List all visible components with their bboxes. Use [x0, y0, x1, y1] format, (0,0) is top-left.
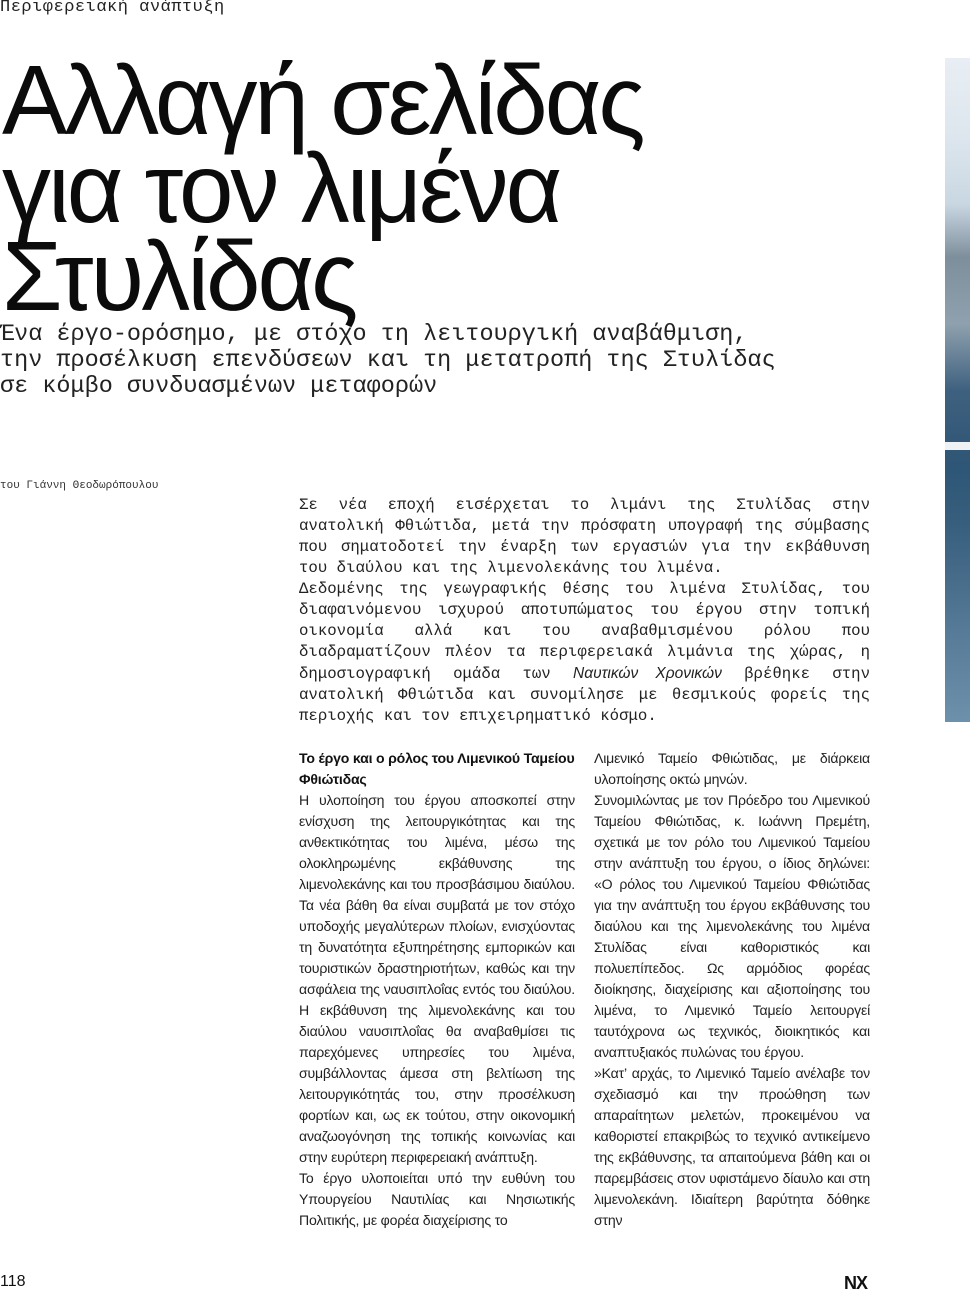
body-paragraph: Λιμενικό Ταμείο Φθιώτιδας, με διάρκεια υλοποίησης οκτώ μηνών.	[594, 750, 870, 787]
body-column-right	[594, 748, 870, 1231]
body-paragraph: »Κατ’ αρχάς, το Λιμενικό Ταμείο ανέλαβε τον σχεδιασμό και την προώθηση των απαραίτητων μελετών, προκειμένου να καθοριστεί επακριβώς το τεχνικό αντικείμενο της εκβάθυνσης, τα απαιτούμενα βάθη και οι παρεμβάσεις στον υφιστάμενο δίαυλο και στη λιμενολεκάνη. Ιδιαίτερη βαρύτητα δόθηκε στην	[594, 1065, 870, 1228]
lede-paragraph	[299, 579, 870, 727]
harbor-photo	[945, 58, 970, 722]
body-paragraph: Το έργο υλοποιείται υπό την ευθύνη του Υπουργείου Ναυτιλίας και Νησιωτικής Πολιτικής, με φορέα διαχείρισης το	[299, 1170, 575, 1228]
body-paragraph: Η υλοποίηση του έργου αποσκοπεί στην ενίσχυση της λειτουργικότητας και της ανθεκτικότητας του λιμένα, μέσω της ολοκληρωμένης εκβάθυνσης της λιμενολεκάνης και του προσβάσιμου διαύλου. Τα νέα βάθη θα είναι συμβατά με τον στόχο υποδοχής μεγαλύτερων πλοίων, ενισχύοντας τη δυνατότητα εξυπηρέτησης εμπορικών και τουριστικών δραστηριοτήτων, καθώς και την ασφάλεια της ναυσιπλοΐας εντός του διαύλου. Η εκβάθυνση της λιμενολεκάνης και του διαύλου ναυσιπλοΐας θα αναβαθμίσει τις παρεχόμενες υπηρεσίες του λιμένα, συμβάλλοντας άμεσα στη βελτίωση της λειτουργικότητάς του, στην προσέλκυση φορτίων και, ως εκ τούτου, στην οικονομική αναζωογόνηση της τοπικής κοινωνίας και στην ευρύτερη περιφερειακή ανάπτυξη.	[299, 792, 575, 1165]
lede-paragraph: Σε νέα εποχή εισέρχεται το λιμάνι της Στυλίδας στην ανατολική Φθιώτιδα, μετά την πρόσφατη υπογραφή της σύμβασης που σηματοδοτεί την έναρξη των εργασιών για την εκβάθυνση του διαύλου και της λιμενολεκάνης του λιμένα.	[299, 496, 870, 577]
headline-line: για τον λιμένα	[2, 133, 560, 243]
magazine-logo: NX	[844, 1273, 868, 1293]
subtitle-line: την προσέλκυση επενδύσεων και τη μετατροπή της Στυλίδας	[0, 347, 776, 374]
section-label: Περιφερειακή ανάπτυξη	[0, 0, 225, 17]
publication-name: Ναυτικών Χρονικών	[573, 665, 722, 682]
lede-text: βρέθηκε στην ανατολική Φθιώτιδα και συνομίλησε με θεσμικούς φορείς της περιοχής και τον επιχειρηματικό κόσμο.	[299, 665, 870, 725]
lede-text: Δεδομένης της γεωγραφικής θέσης του λιμένα Στυλίδας, του διαφαινόμενου ισχυρού αποτυπώματος του έργου στην τοπική οικονομία αλλά και του αναβαθμισμένου ρόλου που διαδραματίζουν πλέον τα περιφερειακά λιμάνια της χώρας, η δημοσιογραφική ομάδα των	[299, 580, 870, 683]
subtitle-line: Ένα έργο-ορόσημο, με στόχο τη λειτουργική αναβάθμιση,	[0, 321, 748, 348]
body-column-left	[299, 748, 575, 1231]
page-number: 118	[0, 1273, 26, 1290]
lede	[299, 495, 870, 727]
headline	[2, 45, 643, 331]
body-paragraph: Συνομιλώντας με τον Πρόεδρο του Λιμενικού Ταμείου Φθιώτιδας, κ. Ιωάννη Πρεμέτη, σχετικά με τον ρόλο του Λιμενικού Ταμείου στην ανάπτυξη του έργου, ο ίδιος δηλώνει: «Ο ρόλος του Λιμενικού Ταμείου Φθιώτιδας για την ανάπτυξη του έργου εκβάθυνσης του διαύλου και της λιμενολεκάνης του λιμένα Στυλίδας είναι καθοριστικός και πολυεπίπεδος. Ως αρμόδιος φορέας διοίκησης, διαχείρισης και αξιοποίησης του λιμένα, το Λιμενικό Ταμείο λειτουργεί ταυτόχρονα ως τεχνικός, διοικητικός και αναπτυξιακός πυλώνας του έργου.	[594, 792, 870, 1060]
headline-line: Στυλίδας	[2, 221, 356, 331]
byline: του Γιάννη Θεοδωρόπουλου	[0, 480, 159, 492]
subtitle	[0, 322, 776, 400]
section-subhead: Το έργο και ο ρόλος του Λιμενικού Ταμείου Φθιώτιδας	[299, 750, 575, 787]
headline-line: Αλλαγή σελίδας	[2, 45, 643, 155]
subtitle-line: σε κόμβο συνδυασμένων μεταφορών	[0, 373, 438, 400]
pier-strip	[945, 442, 970, 450]
